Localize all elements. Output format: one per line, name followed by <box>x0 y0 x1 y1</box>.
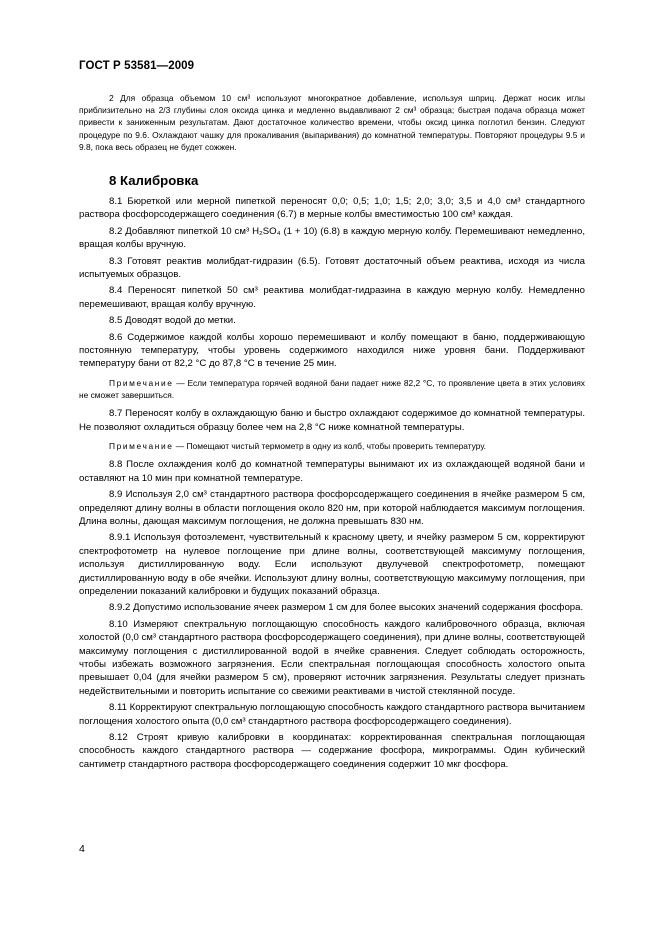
paragraph-8-12: 8.12 Строят кривую калибровки в координатах: корректированная спектральная поглощающая способность каждого стандартного раствора — содержание фосфора, микрограммы. Один кубический сантиметр стандартного раствора фосфорсодержащего соединения содержит 10 мкг фосфора. <box>79 732 585 770</box>
paragraph-8-6: 8.6 Содержимое каждой колбы хорошо перемешивают и колбу помещают в баню, поддерживающую постоянную температуру, чтобы уровень содержимого находился ниже уровня бани. Поддерживают температуру бани от 82,2 °С до 87,8 °С в течение 25 мин. <box>79 331 585 370</box>
paragraph-8-7: 8.7 Переносят колбу в охлаждающую баню и быстро охлаждают содержимое до комнатной температуры. Не позволяют охладиться образцу более чем на 2,8 °С ниже комнатной температуры. <box>79 408 585 433</box>
note-2 <box>79 440 585 452</box>
paragraph-8-8: 8.8 После охлаждения колб до комнатной температуры вынимают их из охлаждающей водяной бани и оставляют на 10 мин при комнатной температуре. <box>79 459 585 484</box>
section-title: 8 Калибровка <box>109 173 199 189</box>
paragraph-8-5: 8.5 Доводят водой до метки. <box>109 315 236 327</box>
paragraph-8-3: 8.3 Готовят реактив молибдат-гидразин (6.5). Готовят достаточный объем реактива, исходя из числа испытуемых образцов. <box>79 255 585 281</box>
page-number: 4 <box>79 843 85 855</box>
paragraph-8-11: 8.11 Корректируют спектральную поглощающую способность каждого стандартного раствора вычитанием поглощения холостого опыта (0,0 см³ стандартного раствора фосфорсодержащего соединения). <box>79 702 585 727</box>
page-content <box>79 92 585 771</box>
note-text: — Если температура горячей водяной бани падает ниже 82,2 °С, то проявление цвета в этих условиях не сможет завершиться. <box>79 377 585 401</box>
paragraph-8-4: 8.4 Переносят пипеткой 50 см³ реактива молибдат-гидразина в каждую мерную колбу. Немедленно перемешивают, вращая колбу вручную. <box>79 285 585 310</box>
paragraph-8-1: 8.1 Бюреткой или мерной пипеткой переносят 0,0; 0,5; 1,0; 1,5; 2,0; 3,0; 3,5 и 4,0 см³ стандартного раствора фосфорсодержащего соединения (6.7) в мерные колбы вместимостью 100 см³ каждая. <box>79 196 585 221</box>
paragraph-8-10: 8.10 Измеряют спектральную поглощающую способность каждого калибровочного образца, включая холостой (0,0 см³ стандартного раствора фосфорсодержащего соединения), при длине волны, соответствующей максимуму поглощения с дистиллированной водой в ячейке сравнения. Следует соблюдать осторожность, чтобы избежать возможного загрязнения. Если спектральная поглощающая способность холостого опыта превышает 0,04 (для ячейки размером 5 см), проверяют источник загрязнения. Результаты следует признать недействительными и повторить испытание со свежими реактивами в чистой стеклянной посуде. <box>79 618 585 697</box>
paragraph-8-2: 8.2 Добавляют пипеткой 10 см³ H₂SO₄ (1 + 10) (6.8) в каждую мерную колбу. Перемешивают немедленно, вращая колбы вручную. <box>79 225 585 251</box>
document-header: ГОСТ Р 53581—2009 <box>79 60 195 72</box>
intro-paragraph: 2 Для образца объемом 10 см³ используют многократное добавление, используя шприц. Держат носик иглы приблизительно на 2/3 глубины слоя оксида цинка и медленно выдавливают 2 см³ образца; быстрая подача образца может привести к заниженным результатам. Дают достаточное количество времени, чтобы оксид цинка поглотил бензин. Следуют процедуре по 9.6. Охлаждают чашку для прокаливания (выпаривания) до комнатной температуры. Повторяют процедуры 9.5 и 9.8, пока весь образец не будет сожжен. <box>79 93 585 152</box>
note-label: Примечание <box>109 377 174 388</box>
paragraph-8-9-2: 8.9.2 Допустимо использование ячеек размером 1 см для более высоких значений содержания фосфора. <box>109 602 584 614</box>
paragraph-8-9-1: 8.9.1 Используя фотоэлемент, чувствительный к красному цвету, и ячейку размером 5 см, корректируют спектрофотометр на нулевое поглощение при длине волны, соответствующей максимуму поглощения, используя дистиллированную воду. Если используют двулучевой спектрофотометр, помещают дистиллированную воду в обе ячейки. Используют длину волны, соответствующую максимуму поглощения, при определении показаний калибровки и будущих показаний образца. <box>79 532 585 597</box>
paragraph-8-9: 8.9 Используя 2,0 см³ стандартного раствора фосфорсодержащего соединения в ячейке размером 5 см, определяют длину волны в области поглощения около 820 нм, при которой наблюдается максимум поглощения. Длина волны, дающая максимум поглощения, не должна превышать 830 нм. <box>79 489 585 527</box>
note-text: — Помещают чистый термометр в одну из колб, чтобы проверить температуру. <box>173 441 486 452</box>
note-label: Примечание <box>109 441 174 452</box>
note-1 <box>79 377 585 401</box>
